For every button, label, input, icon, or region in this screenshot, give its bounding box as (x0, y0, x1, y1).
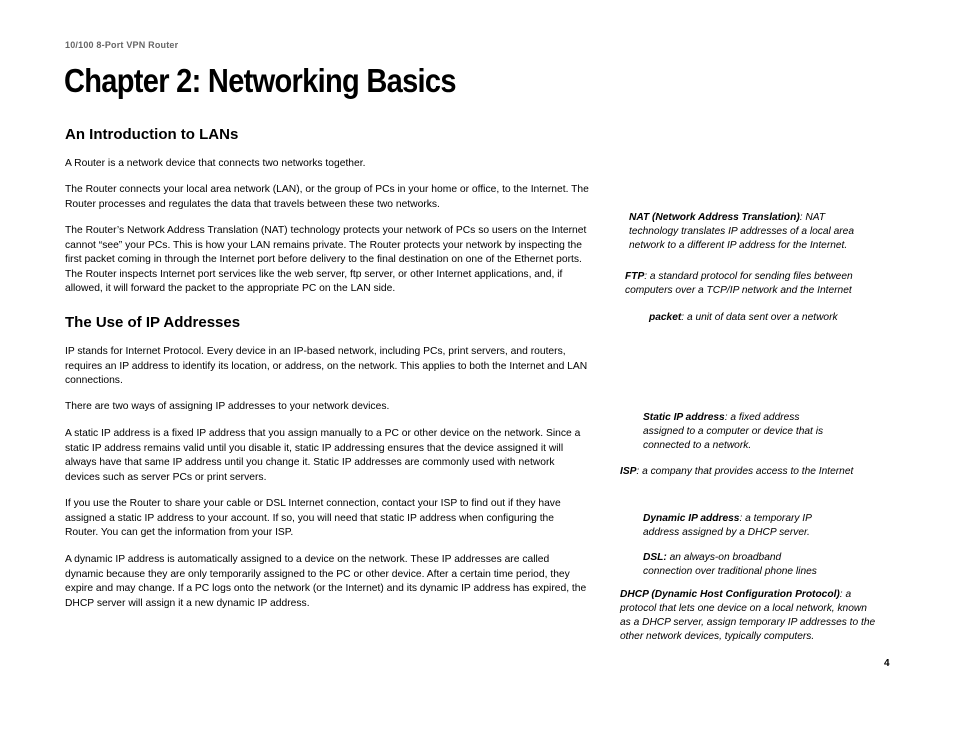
glossary-isp (620, 465, 880, 479)
glossary-definition: : a protocol that lets one device on a local network, known as a DHCP server, assign temporary IP addresses to the other network devices, typically computers. (620, 589, 876, 642)
running-header: 10/100 8-Port VPN Router (65, 40, 179, 50)
glossary-definition: : a standard protocol for sending files between computers over a TCP/IP network and the Internet (625, 271, 853, 296)
glossary-term: Dynamic IP address (643, 513, 740, 524)
paragraph: The Router’s Network Address Translation (NAT) technology protects your network of PCs so users on the Internet cannot “see” your PCs. This is how your LAN remains private. The Router protects your network by inspecting the first packet coming in through the Internet port before delivery to the final destination on one of the Ethernet ports. The Router inspects Internet port services like the web server, ftp server, or other Internet applications, and, if allowed, it will forward the packet to the appropriate PC on the LAN side. (65, 225, 587, 294)
glossary-definition: : a company that provides access to the Internet (636, 466, 854, 477)
glossary-packet (649, 311, 879, 325)
glossary-definition: : a fixed address assigned to a computer or device that is connected to a network. (643, 412, 824, 451)
glossary-definition: : NAT technology translates IP addresses of a local area network to a different IP address for the Internet. (629, 212, 855, 251)
paragraph: A static IP address is a fixed IP address that you assign manually to a PC or other device on the network. Since a static IP address remains valid until you disable it, static IP addressing ensures that the device assigned it will always have that same IP address until you change it. Static IP addresses are commonly used with network devices such as server PCs or print servers. (65, 428, 581, 483)
chapter-title: Chapter 2: Networking Basics (64, 62, 456, 99)
section-heading-intro-lans: An Introduction to LANs (65, 126, 239, 143)
glossary-term: FTP (625, 271, 645, 282)
glossary-definition: : a unit of data sent over a network (681, 312, 838, 323)
section-heading-ip-addresses: The Use of IP Addresses (65, 314, 241, 331)
glossary-dhcp (620, 588, 878, 644)
glossary-term: ISP (620, 466, 637, 477)
paragraph: There are two ways of assigning IP addresses to your network devices. (65, 401, 390, 412)
paragraph: A dynamic IP address is automatically assigned to a device on the network. These IP addresses are called dynamic because they are only temporarily assigned to the PC or other device. After a certain time period, they expire and may change. If a PC logs onto the network (or the Internet) and its dynamic IP address has expired, the DHCP server will assign it a new dynamic IP address. (65, 554, 587, 609)
paragraph: IP stands for Internet Protocol. Every device in an IP-based network, including PCs, print servers, and routers, requires an IP address to identify its location, or address, on the network. This applies to both the Internet and LAN connections. (65, 346, 588, 386)
glossary-static-ip (643, 411, 827, 453)
glossary-definition: an always-on broadband connection over traditional phone lines (643, 552, 817, 577)
glossary-dynamic-ip (643, 512, 827, 540)
glossary-term: Static IP address (643, 412, 725, 423)
paragraph: If you use the Router to share your cable or DSL Internet connection, contact your ISP to find out if they have assigned a static IP address to your account. If so, you will need that static IP address when configuring the Router. You can get the information from your ISP. (65, 498, 561, 538)
page-number: 4 (884, 658, 890, 669)
paragraph: A Router is a network device that connects two networks together. (65, 158, 366, 169)
glossary-term: packet (649, 312, 682, 323)
glossary-term: DSL: (643, 552, 667, 563)
glossary-dsl (643, 551, 833, 579)
glossary-definition: : a temporary IP address assigned by a DHCP server. (643, 513, 812, 538)
paragraph: The Router connects your local area network (LAN), or the group of PCs in your home or office, to the Internet. The Router processes and regulates the data that travels between these two networks. (65, 184, 589, 210)
glossary-term: NAT (Network Address Translation) (629, 212, 800, 223)
glossary-ftp (625, 270, 871, 298)
glossary-nat (629, 211, 865, 253)
glossary-term: DHCP (Dynamic Host Configuration Protocol) (620, 589, 840, 600)
